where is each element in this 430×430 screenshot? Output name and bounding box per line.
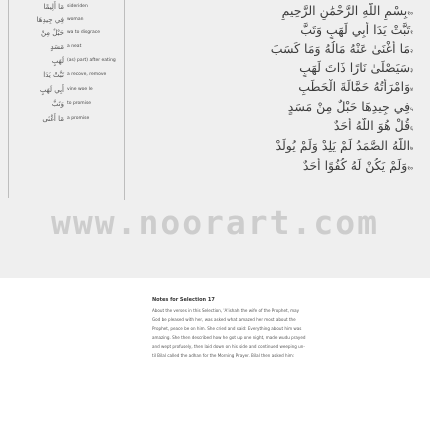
vocab-arabic: مَا أَغْنَى — [42, 115, 64, 123]
verse-text: تَبَّتْ يَدَا أَبِي لَهَبٍ وَتَبَّ — [300, 22, 411, 37]
verse-line — [126, 158, 416, 175]
notes-line: About the verses in this Selection, 'A'ishah the wife of the Prophet, may — [152, 308, 300, 313]
vocab-row — [0, 42, 124, 54]
notes-line: til Bilal called the adhan for the Morning Prayer. Bilal then asked him: — [152, 353, 295, 358]
verse-number: ४ — [410, 87, 413, 93]
verse-number: ७ — [410, 146, 413, 152]
vocab-row — [0, 70, 124, 82]
verse-text: وَلَمْ يَكُنْ لَهُ كُفُوًا أَحَدٌ — [302, 158, 408, 173]
vocab-english: a recove, remove — [67, 72, 107, 77]
vocab-row — [0, 28, 124, 40]
verse-line — [126, 118, 416, 135]
verse-text: فِي جِيدِهَا حَبْلٌ مِنْ مَسَدٍ — [287, 99, 411, 114]
vocab-english: wa to disgrace — [67, 30, 100, 35]
notes-line: Prophet, peace be on him. She cried and said: Everything about him was — [152, 326, 302, 331]
notes-title: Notes for Selection 17 — [152, 297, 215, 303]
verse-number: १० — [407, 166, 413, 172]
vocab-row — [0, 114, 124, 126]
notes-line: amazing. She then described how he got up one night, made wudu prayed — [152, 335, 306, 340]
vocab-arabic: تَبَّتْ يَدَا — [43, 71, 64, 79]
notes-section — [152, 296, 412, 360]
vocab-english: woman — [67, 17, 84, 22]
vocab-arabic: حَبْلٌ مِنْ — [40, 29, 64, 37]
vocab-arabic: مَسَدٍ — [50, 43, 64, 51]
vocab-arabic: وَتَبَّ — [51, 100, 64, 108]
watermark: www.noorart.com — [50, 203, 379, 242]
verse-text: وَامْرَأَتُهُ حَمَّالَةَ الْحَطَبِ — [298, 79, 411, 94]
notes-line: and wept profusely, then laid down on his side and continued weeping un- — [152, 344, 305, 349]
verse-text: اللَّهُ الصَّمَدُ لَمْ يَلِدْ وَلَمْ يُولَدْ — [275, 138, 411, 153]
panel-frame-divider — [124, 0, 125, 200]
notes-line: God be pleased with her, was asked what amazed her most about the — [152, 317, 296, 322]
verse-number: ६ — [410, 126, 413, 132]
vocab-arabic: لَهَبٍ — [51, 57, 64, 65]
verse-block — [128, 0, 426, 200]
verse-number: १ — [410, 30, 413, 36]
verse-text: قُلْ هُوَ اللَّهُ أَحَدٌ — [333, 118, 411, 133]
vocab-row — [0, 99, 124, 111]
vocab-arabic: فِي جِيدِهَا — [36, 16, 64, 24]
vocab-english: (as) part) after eating — [67, 58, 116, 63]
verse-line — [126, 79, 416, 96]
verse-line — [126, 41, 416, 58]
verse-text: بِسْمِ اللَّهِ الرَّحْمَٰنِ الرَّحِيمِ — [281, 3, 408, 18]
vocab-english: vine woe le — [67, 87, 93, 92]
vocab-arabic: أَبِي لَهَبٍ — [39, 86, 64, 94]
vocab-row — [0, 85, 124, 97]
vocab-english: a promise — [67, 116, 90, 121]
verse-line — [126, 22, 416, 39]
vocab-english: sideriden — [67, 4, 88, 9]
verse-text: سَيَصْلَىٰ نَارًا ذَاتَ لَهَبٍ — [299, 60, 411, 75]
verse-number: ५ — [410, 107, 413, 113]
verse-line — [126, 99, 416, 116]
verse-line — [126, 138, 416, 155]
verse-text: مَا أَغْنَىٰ عَنْهُ مَالُهُ وَمَا كَسَبَ — [270, 41, 411, 56]
verse-number: १० — [407, 11, 413, 17]
vocab-row — [0, 15, 124, 27]
verse-line — [126, 3, 416, 20]
vocab-english: to promise — [67, 101, 92, 106]
verse-number: २ — [410, 49, 413, 55]
vocab-row — [0, 56, 124, 68]
vocab-english: a neat — [67, 44, 82, 49]
vocab-arabic: مَا أَلِيمًا — [43, 3, 64, 11]
verse-line — [126, 60, 416, 77]
vocab-row — [0, 2, 124, 14]
verse-number: ३ — [410, 68, 413, 74]
